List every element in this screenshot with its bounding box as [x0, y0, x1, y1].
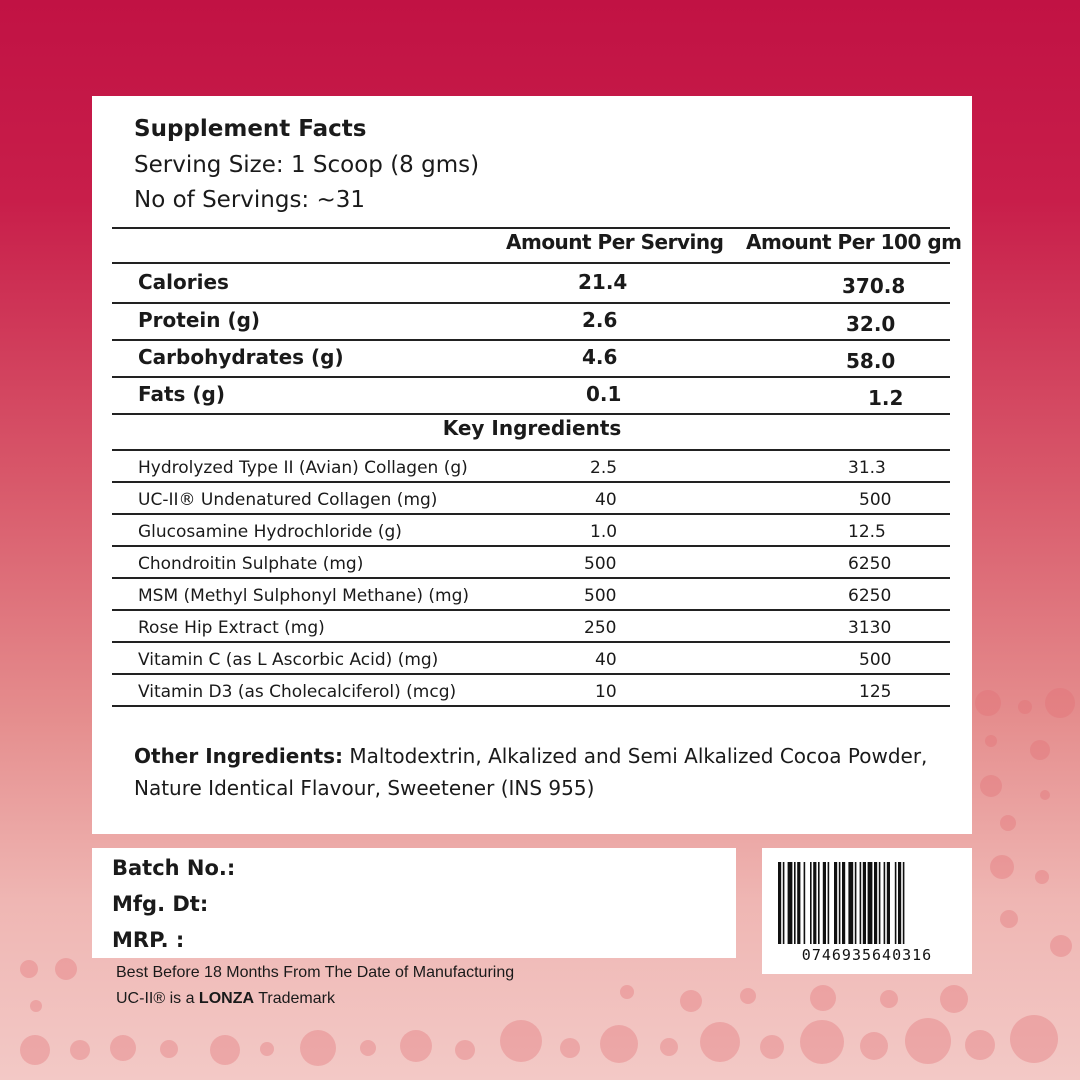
supplement-facts-panel: [92, 96, 972, 834]
nutrient-per-serving: 21.4: [578, 270, 628, 294]
column-header-per-serving: Amount Per Serving: [506, 230, 724, 254]
nutrition-row: [138, 339, 938, 375]
ingredient-row: [138, 578, 938, 610]
nutrition-row: [138, 302, 938, 338]
ingredient-name: Vitamin D3 (as Cholecalciferol) (mcg): [138, 682, 457, 702]
best-before-note: Best Before 18 Months From The Date of Manufacturing: [116, 964, 515, 981]
ingredient-per-100gm: 500: [859, 490, 892, 510]
trademark-note: [116, 990, 335, 1008]
trademark-brand: LONZA: [198, 990, 255, 1007]
ingredient-per-100gm: 12.5: [848, 522, 886, 542]
ingredient-per-serving: 250: [584, 618, 617, 638]
column-header-per-100gm: Amount Per 100 gm: [746, 230, 962, 254]
ingredient-row: [138, 482, 938, 514]
nutrition-row: [138, 376, 938, 412]
ingredient-per-100gm: 3130: [848, 618, 892, 638]
nutrient-per-100gm: 1.2: [868, 386, 904, 410]
mfg-date-label: Mfg. Dt:: [112, 892, 209, 916]
ingredient-row: [138, 674, 938, 706]
ingredient-per-100gm: 500: [859, 650, 892, 670]
nutrient-per-serving: 4.6: [582, 345, 618, 369]
mrp-label: MRP. :: [112, 928, 185, 952]
trademark-prefix: UC-II® is a: [116, 990, 195, 1007]
ingredient-row: [138, 450, 938, 482]
key-ingredients-title: Key Ingredients: [442, 416, 622, 440]
divider: [112, 705, 950, 707]
ingredient-per-serving: 1.0: [590, 522, 618, 542]
nutrient-per-serving: 2.6: [582, 308, 618, 332]
ingredient-row: [138, 514, 938, 546]
ingredient-per-serving: 10: [595, 682, 617, 702]
barcode-box: [762, 848, 972, 974]
ingredient-row: [138, 546, 938, 578]
other-ingredients: [134, 740, 954, 804]
barcode-number: 0746935640316: [801, 946, 933, 964]
nutrition-row: [138, 264, 938, 300]
ingredient-per-100gm: 6250: [848, 554, 892, 574]
ingredient-row: [138, 610, 938, 642]
divider: [112, 227, 950, 229]
nutrient-name: Carbohydrates (g): [138, 345, 344, 369]
ingredient-per-100gm: 31.3: [848, 458, 886, 478]
batch-number-label: Batch No.:: [112, 856, 236, 880]
ingredient-name: Hydrolyzed Type II (Avian) Collagen (g): [138, 458, 468, 478]
ingredient-per-serving: 500: [584, 554, 617, 574]
ingredient-per-serving: 2.5: [590, 458, 618, 478]
ingredient-name: Rose Hip Extract (mg): [138, 618, 325, 638]
nutrient-name: Fats (g): [138, 382, 226, 406]
nutrient-name: Calories: [138, 270, 229, 294]
ingredient-name: MSM (Methyl Sulphonyl Methane) (mg): [138, 586, 470, 606]
nutrient-name: Protein (g): [138, 308, 261, 332]
ingredient-row: [138, 642, 938, 674]
ingredient-name: UC-II® Undenatured Collagen (mg): [138, 490, 438, 510]
divider: [112, 413, 950, 415]
ingredient-per-serving: 40: [595, 490, 617, 510]
other-ingredients-label: Other Ingredients:: [134, 744, 344, 768]
nutrient-per-100gm: 32.0: [846, 312, 896, 336]
ingredient-per-serving: 40: [595, 650, 617, 670]
number-of-servings: No of Servings: ~31: [134, 187, 366, 213]
other-ingredients-text: Maltodextrin, Alkalized and Semi Alkalized Cocoa Powder, Nature Identical Flavour, Sweetener (INS 955): [134, 744, 928, 800]
ingredient-per-100gm: 6250: [848, 586, 892, 606]
nutrient-per-serving: 0.1: [586, 382, 622, 406]
nutrient-per-100gm: 58.0: [846, 349, 896, 373]
supplement-facts-title: Supplement Facts: [134, 116, 367, 142]
ingredient-name: Vitamin C (as L Ascorbic Acid) (mg): [138, 650, 439, 670]
ingredient-name: Glucosamine Hydrochloride (g): [138, 522, 402, 542]
nutrient-per-100gm: 370.8: [842, 274, 906, 298]
barcode-icon: [762, 848, 972, 948]
trademark-suffix: Trademark: [258, 990, 335, 1007]
serving-size: Serving Size: 1 Scoop (8 gms): [134, 152, 480, 178]
ingredient-per-100gm: 125: [859, 682, 892, 702]
ingredient-name: Chondroitin Sulphate (mg): [138, 554, 364, 574]
batch-info-box: [92, 848, 736, 958]
ingredient-per-serving: 500: [584, 586, 617, 606]
